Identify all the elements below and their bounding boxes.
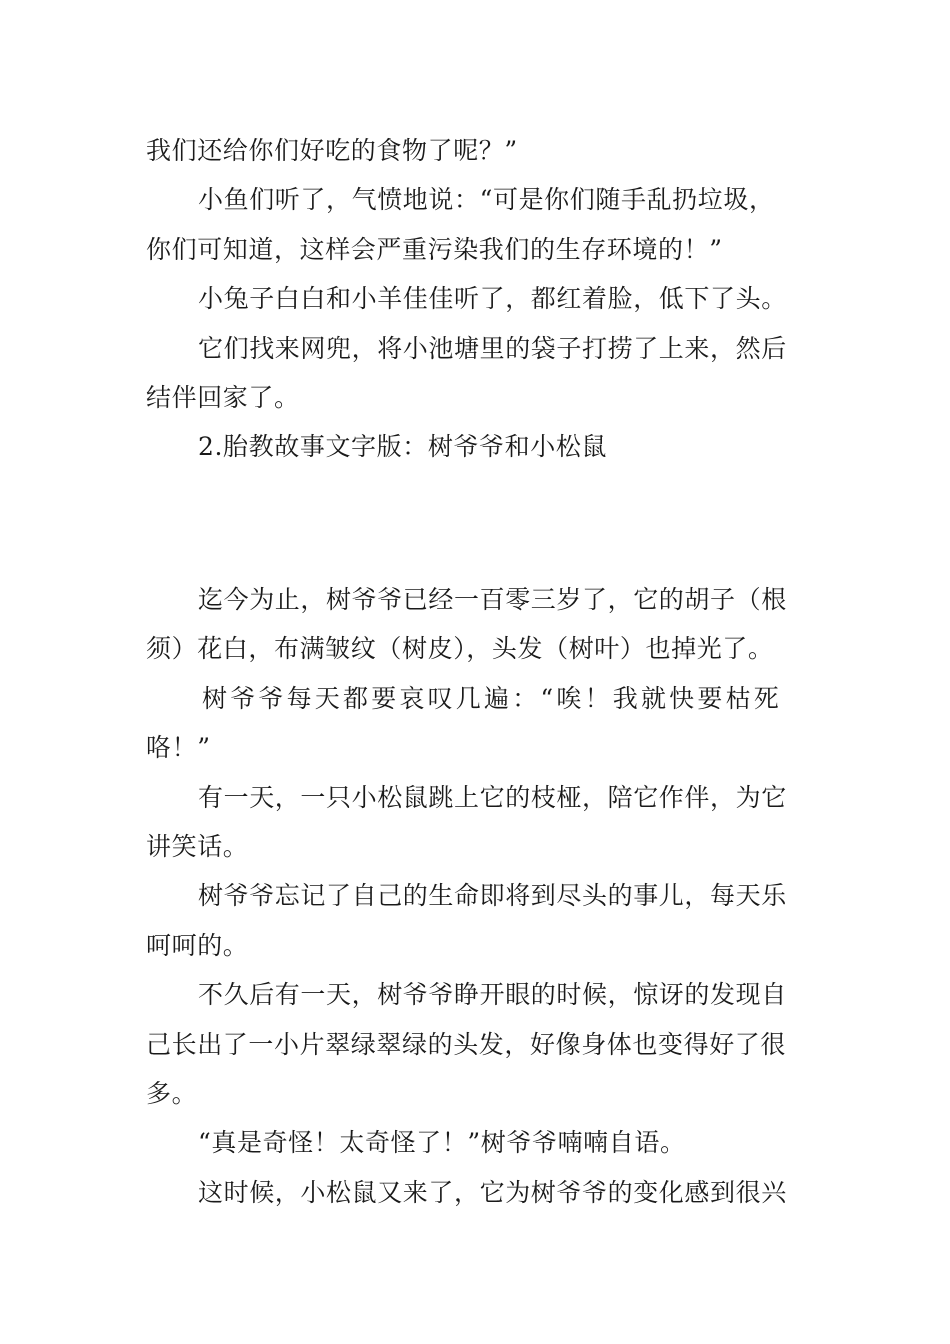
text-line: 咯！”: [146, 733, 211, 763]
text-line: 树爷爷每天都要哀叹几遍：“唉！我就快要枯死: [202, 683, 782, 713]
text-line: 小兔子白白和小羊佳佳听了，都红着脸，低下了头。: [198, 284, 787, 314]
text-line: 有一天，一只小松鼠跳上它的枝桠，陪它作伴，为它: [198, 782, 787, 812]
story-section-2: [146, 575, 810, 1217]
text-line: 迄今为止，树爷爷已经一百零三岁了，它的胡子（根: [198, 585, 787, 614]
text-line: 呵呵的。: [146, 930, 249, 960]
text-line: 不久后有一天，树爷爷睁开眼的时候，惊讶的发现自: [198, 980, 787, 1010]
text-line: 多。: [146, 1078, 198, 1108]
text-line: 这时候，小松鼠又来了，它为树爷爷的变化感到很兴: [198, 1177, 787, 1207]
text-line: “真是奇怪！太奇怪了！”树爷爷喃喃自语。: [198, 1128, 686, 1158]
story-section-1: [146, 126, 810, 472]
text-line: 讲笑话。: [146, 831, 249, 861]
text-line: 须）花白，布满皱纹（树皮），头发（树叶）也掉光了。: [146, 634, 774, 664]
text-line: 小鱼们听了，气愤地说：“可是你们随手乱扔垃圾，: [198, 185, 775, 215]
text-line: 树爷爷忘记了自己的生命即将到尽头的事儿，每天乐: [198, 881, 787, 911]
text-line: 它们找来网兜，将小池塘里的袋子打捞了上来，然后: [198, 333, 787, 363]
text-line: 己长出了一小片翠绿翠绿的头发，好像身体也变得好了很: [146, 1029, 787, 1059]
text-line: 我们还给你们好吃的食物了呢？”: [146, 136, 518, 165]
text-line: 结伴回家了。: [146, 382, 300, 412]
text-line: 你们可知道，这样会严重污染我们的生存环境的！”: [146, 234, 723, 264]
section-heading: 2.胎教故事文字版：树爷爷和小松鼠: [198, 432, 608, 462]
